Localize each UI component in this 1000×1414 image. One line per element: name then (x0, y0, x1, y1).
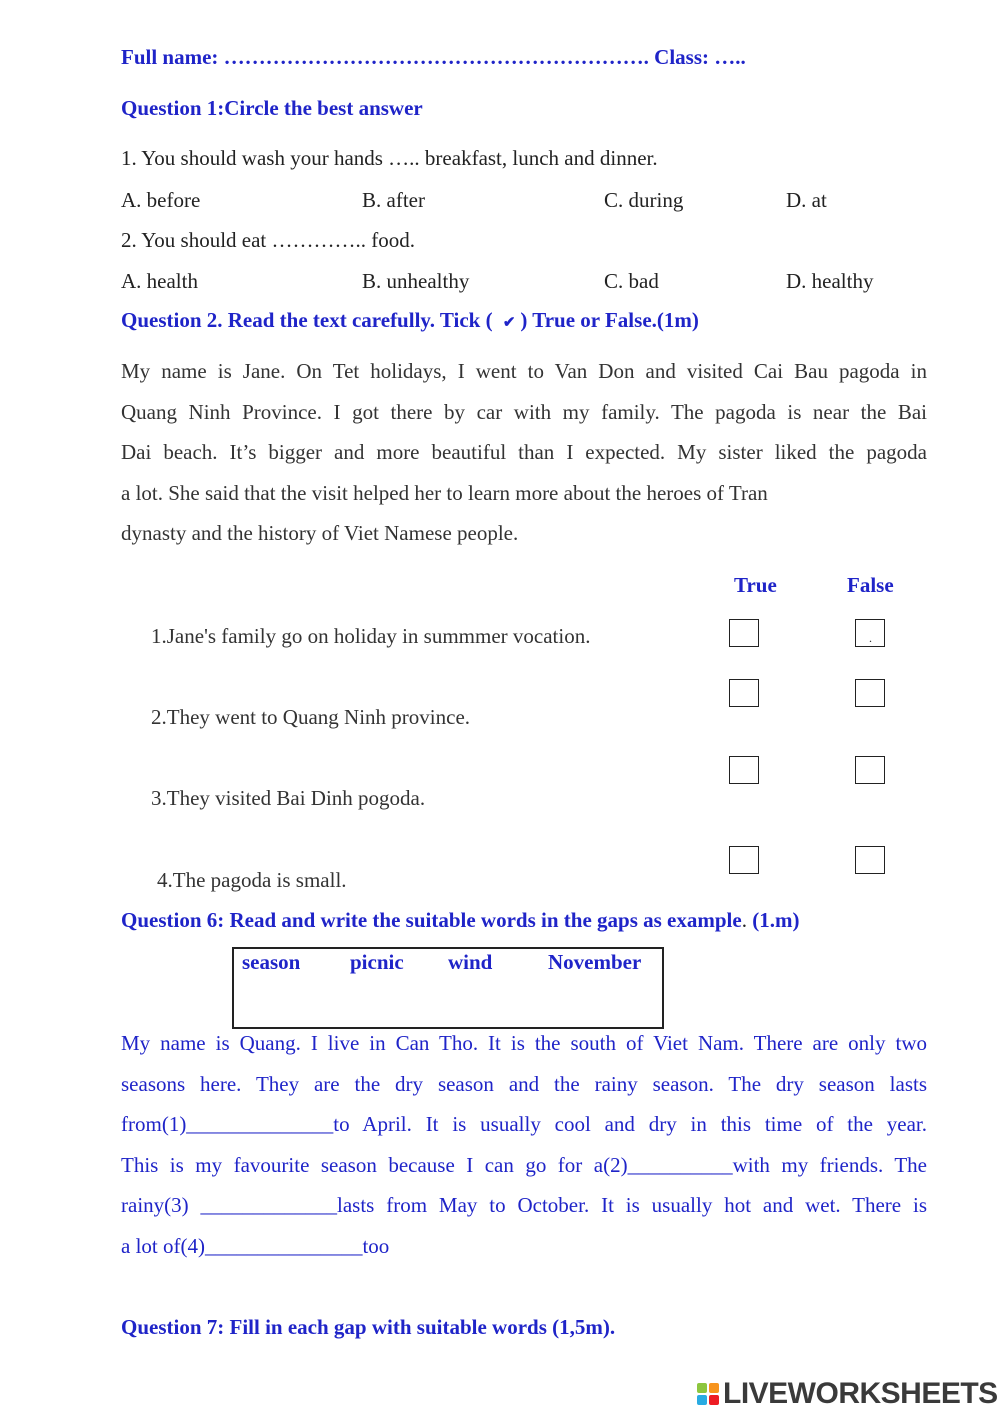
question-6-title-dot: . (741, 908, 747, 932)
question-2-title-after: ) True or False.(1m) (520, 308, 699, 332)
question-2-title-before: Question 2. Read the text carefully. Tick ( (121, 308, 493, 332)
q1-item-2-option-d[interactable]: D. healthy (786, 269, 874, 293)
statement-2-true-checkbox[interactable] (729, 679, 759, 707)
question-2-title (121, 308, 699, 333)
word-bank-word-4: November (548, 950, 642, 974)
true-column-header: True (734, 573, 777, 597)
q1-item-1-option-d[interactable]: D. at (786, 188, 827, 212)
question-1-title: Question 1:Circle the best answer (121, 96, 423, 120)
question-6-title (121, 908, 799, 933)
q1-item-2-question: 2. You should eat ………….. food. (121, 228, 416, 252)
word-bank-word-1: season (242, 950, 301, 974)
q2-statement-4: 4.The pagoda is small. (157, 868, 347, 892)
word-bank-word-2: picnic (350, 950, 404, 974)
q1-item-2-option-c[interactable]: C. bad (604, 269, 659, 293)
stray-mark: . (869, 631, 872, 645)
q1-item-2-option-b[interactable]: B. unhealthy (362, 269, 470, 293)
q2-passage-line-5: dynasty and the history of Viet Namese people. (121, 521, 519, 545)
statement-2-false-checkbox[interactable] (855, 679, 885, 707)
q1-item-1-question: 1. You should wash your hands ….. breakfast, lunch and dinner. (121, 146, 658, 170)
q2-passage (121, 351, 927, 554)
q2-passage-line-3: Dai beach. It’s bigger and more beautiful than I expected. My sister liked the pagoda (121, 440, 927, 464)
q1-item-1-option-c[interactable]: C. during (604, 188, 684, 212)
q6-passage-line-3: from(1)______________to April. It is usually cool and dry in this time of the year. (121, 1112, 927, 1136)
liveworksheets-logo-icon (697, 1383, 719, 1405)
statement-4-false-checkbox[interactable] (855, 846, 885, 874)
q6-passage (121, 1023, 927, 1266)
liveworksheets-logo (697, 1376, 998, 1412)
q2-passage-line-2: Quang Ninh Province. I got there by car with my family. The pagoda is near the Bai (121, 399, 927, 424)
liveworksheets-logo-text: LIVEWORKSHEETS (723, 1377, 998, 1410)
word-bank-box (232, 947, 664, 1029)
check-icon: ✔ (502, 315, 516, 331)
question-7-title: Question 7: Fill in each gap with suitable words (1,5m). (121, 1315, 616, 1339)
full-name-class-line: Full name: ……………………………………………………. Class: ….. (121, 45, 746, 69)
statement-3-true-checkbox[interactable] (729, 756, 759, 784)
false-column-header: False (847, 573, 894, 597)
logo-tile-i (709, 1383, 719, 1393)
question-6-title-main: Question 6: Read and write the suitable words in the gaps as example (121, 908, 742, 932)
statement-1-true-checkbox[interactable] (729, 619, 759, 647)
q2-passage-line-1: My name is Jane. On Tet holidays, I went to Van Don and visited Cai Bau pagoda in (121, 359, 927, 383)
statement-1-false-checkbox[interactable] (855, 619, 885, 647)
word-bank-word-3: wind (448, 950, 493, 974)
q2-statement-2: 2.They went to Quang Ninh province. (151, 705, 471, 729)
q6-passage-line-2: seasons here. They are the dry season and the rainy season. The dry season lasts (121, 1071, 927, 1096)
question-6-title-score: (1.m) (746, 908, 800, 932)
q6-passage-line-5: rainy(3) _____________lasts from May to October. It is usually hot and wet. There is (121, 1193, 927, 1217)
q2-statement-3: 3.They visited Bai Dinh pogoda. (151, 786, 426, 810)
logo-tile-e (709, 1395, 719, 1405)
statement-3-false-checkbox[interactable] (855, 756, 885, 784)
q6-passage-line-1: My name is Quang. I live in Can Tho. It is the south of Viet Nam. There are only two (121, 1031, 927, 1055)
q1-item-2-option-a[interactable]: A. health (121, 269, 198, 293)
q2-passage-line-4: a lot. She said that the visit helped her to learn more about the heroes of Tran (121, 480, 768, 505)
q1-item-1-option-b[interactable]: B. after (362, 188, 425, 212)
q2-statement-1: 1.Jane's family go on holiday in summmer vocation. (151, 624, 591, 648)
q6-passage-line-4: This is my favourite season because I can go for a(2)__________with my friends. The (121, 1152, 927, 1177)
statement-4-true-checkbox[interactable] (729, 846, 759, 874)
q6-passage-line-6: a lot of(4)_______________too (121, 1233, 390, 1258)
logo-tile-v (697, 1395, 707, 1405)
q1-item-1-option-a[interactable]: A. before (121, 188, 201, 212)
logo-tile-l (697, 1383, 707, 1393)
